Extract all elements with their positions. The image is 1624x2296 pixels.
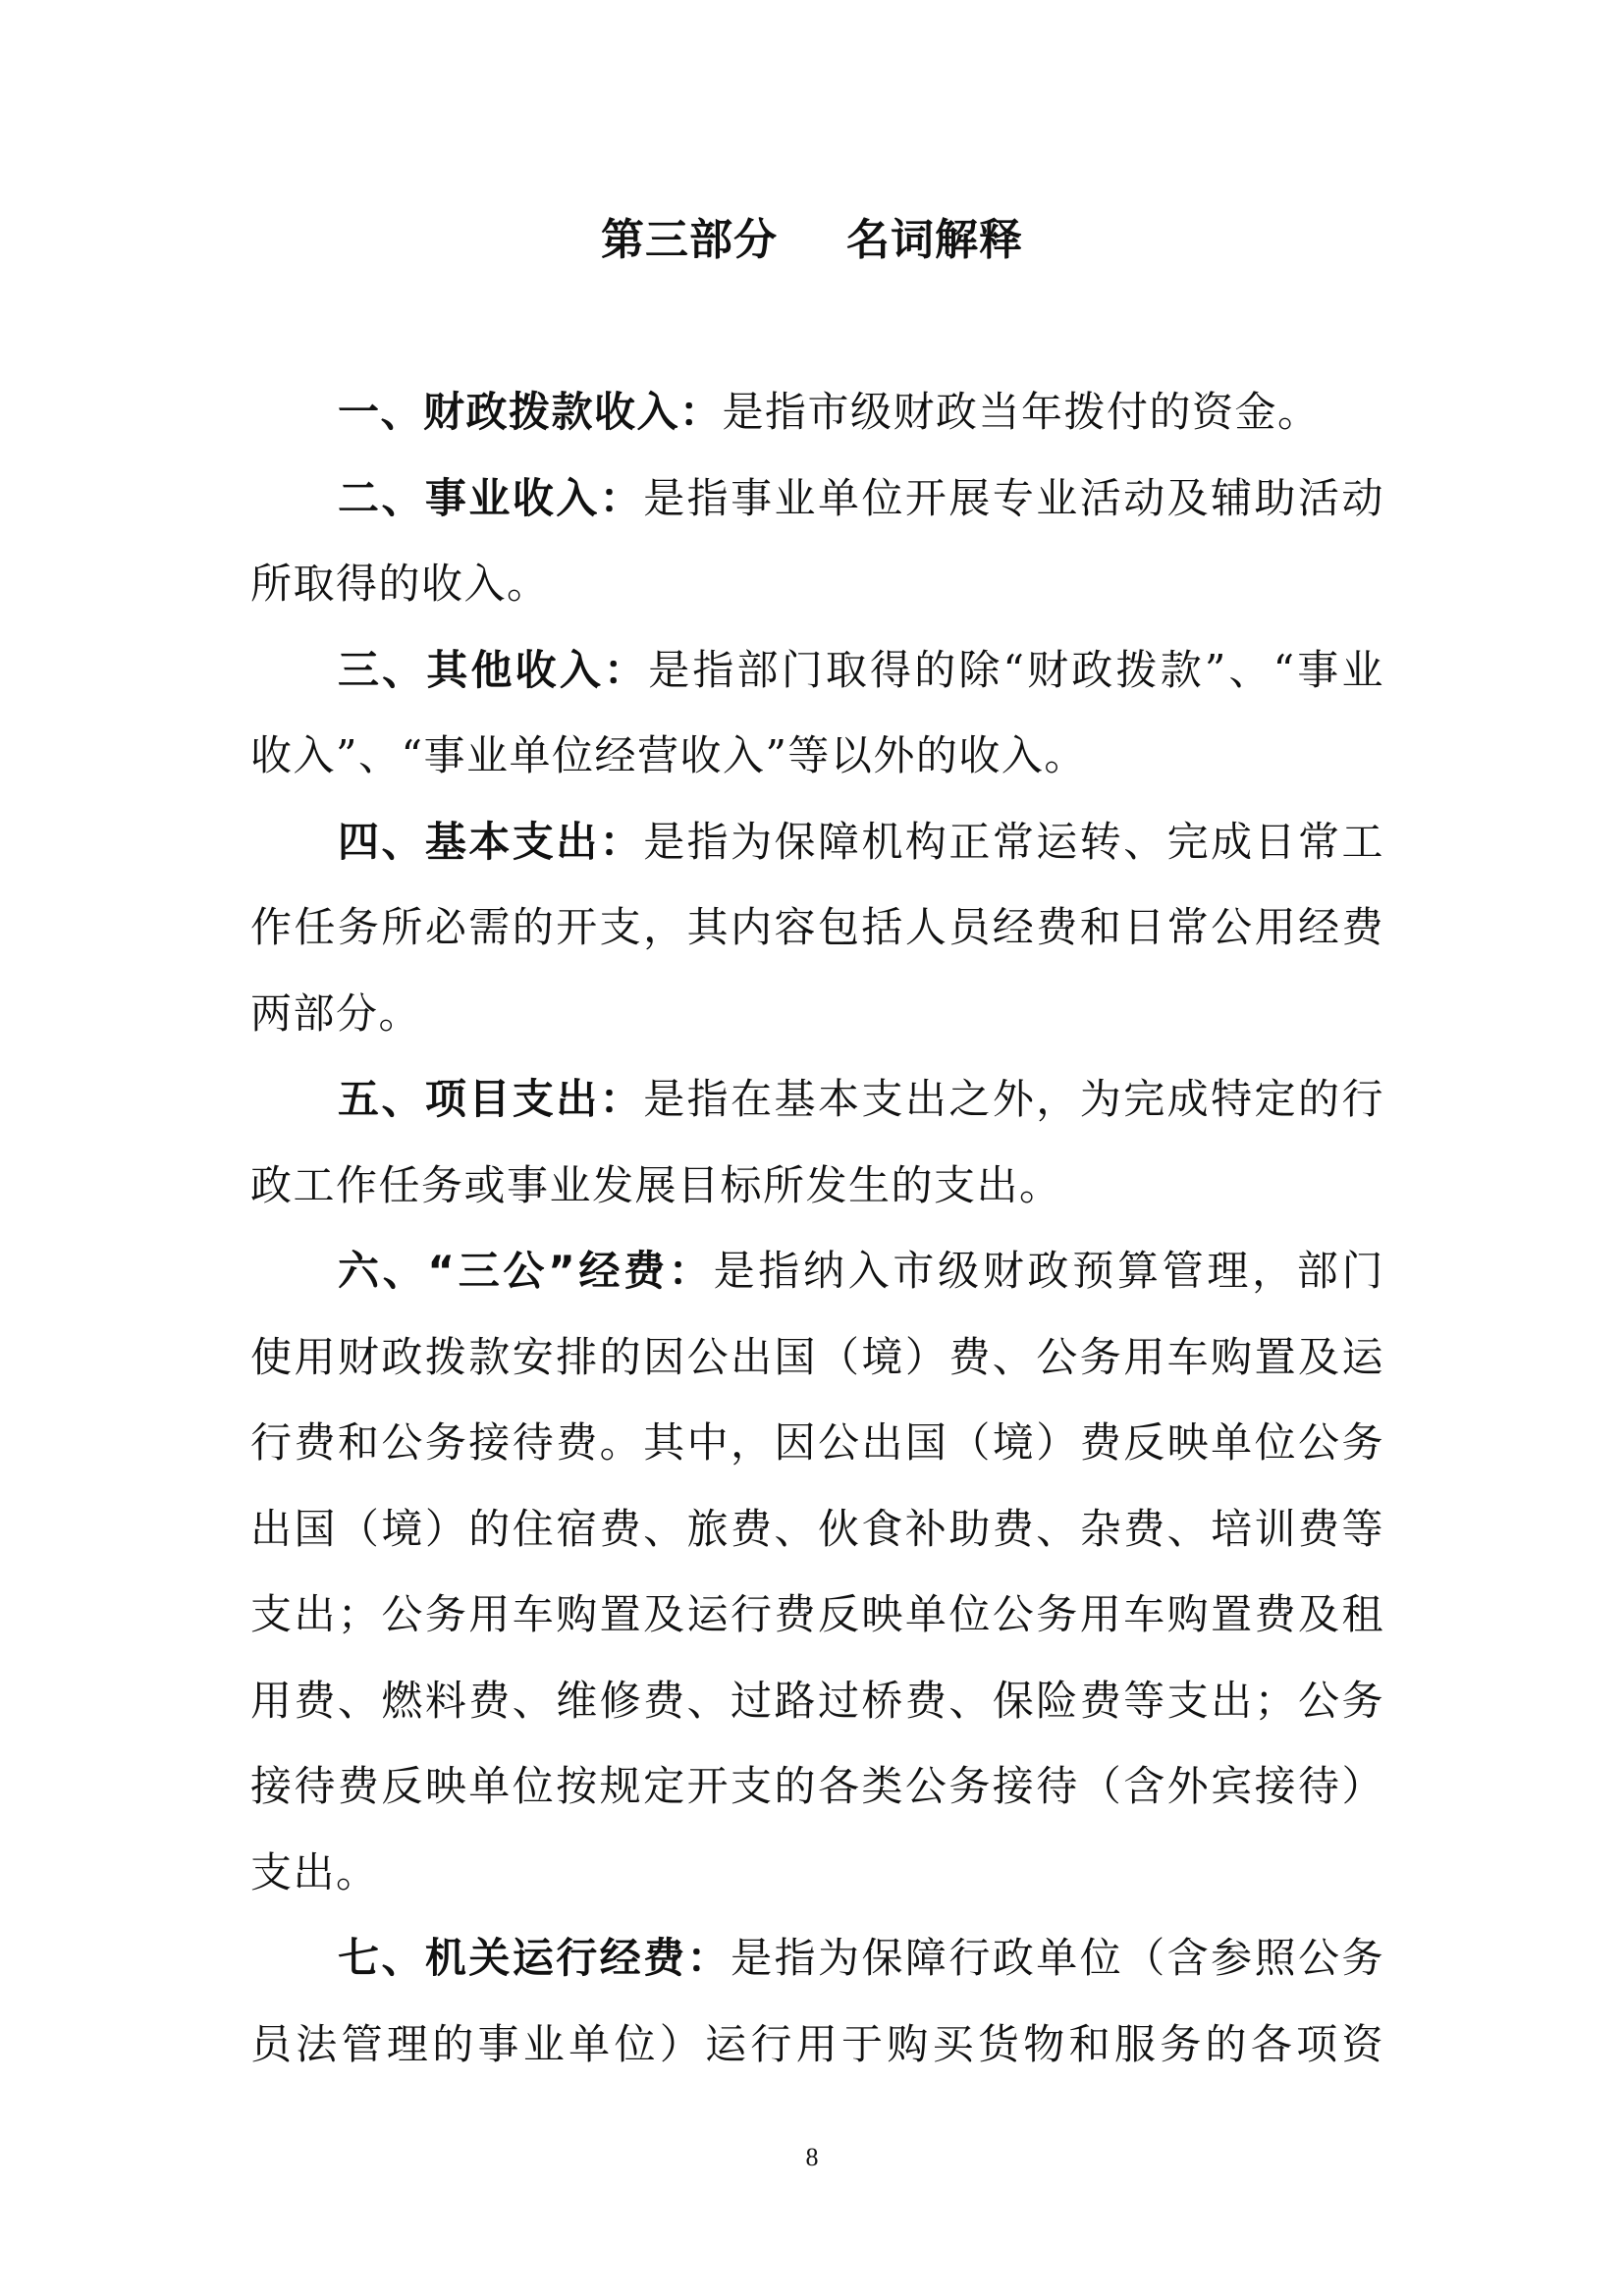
paragraph-6-line-7: 接待费反映单位按规定开支的各类公务接待（含外宾接待） [250,1762,1384,1810]
title-part: 第三部分 [601,215,778,265]
definition-text: 是指为保障行政单位（含参照公务 [731,1934,1384,1982]
body-text [250,369,1384,2087]
paragraph-4-line-3: 两部分。 [250,988,422,1038]
definition-text: 是指部门取得的除“财政拨款”、“事业 [648,645,1384,694]
definition-text: 是指市级财政当年拨付的资金。 [722,388,1321,436]
paragraph-5-line-1 [250,1056,1384,1143]
term-heading: 六、“三公”经费： [338,1247,714,1295]
definition-text: 是指事业单位开展专业活动及辅助活动 [643,473,1384,522]
paragraph-6-line-4: 出国（境）的住宿费、旅费、伙食补助费、杂费、培训费等 [250,1504,1384,1553]
paragraph-6-line-1 [250,1228,1384,1314]
paragraph-7-line-2: 员法管理的事业单位）运行用于购买货物和服务的各项资 [250,2019,1384,2068]
paragraph-6-line-8: 支出。 [250,1847,379,1896]
paragraph-2-line-2: 所取得的收入。 [250,560,550,608]
paragraph-4-line-2: 作任务所必需的开支，其内容包括人员经费和日常公用经费 [250,903,1384,951]
term-heading: 二、事业收入： [338,473,644,522]
paragraph-3-line-2: 收入”、“事业单位经营收入”等以外的收入。 [250,731,1087,779]
definition-text: 是指在基本支出之外，为完成特定的行 [643,1075,1384,1123]
term-heading: 一、财政拨款收入： [338,388,723,436]
page-title [0,214,1624,267]
paragraph-5-line-2: 政工作任务或事业发展目标所发生的支出。 [250,1160,1062,1209]
term-heading: 四、基本支出： [338,817,644,866]
title-name: 名词解释 [846,215,1023,265]
term-heading: 五、项目支出： [338,1075,644,1123]
definition-text: 是指为保障机构正常运转、完成日常工 [643,817,1384,866]
term-heading: 七、机关运行经费： [338,1934,731,1982]
paragraph-3-line-1 [250,627,1384,714]
paragraph-1-line-1 [250,369,1384,455]
paragraph-6-line-6: 用费、燃料费、维修费、过路过桥费、保险费等支出；公务 [250,1676,1384,1725]
paragraph-7-line-1 [250,1915,1384,2002]
paragraph-6-line-3: 行费和公务接待费。其中，因公出国（境）费反映单位公务 [250,1418,1384,1467]
paragraph-6-line-2: 使用财政拨款安排的因公出国（境）费、公务用车购置及运 [250,1332,1384,1381]
paragraph-2-line-1 [250,455,1384,542]
definition-text: 是指纳入市级财政预算管理，部门 [713,1247,1384,1295]
page-number: 8 [805,2143,819,2171]
paragraph-4-line-1 [250,799,1384,885]
term-heading: 三、其他收入： [338,645,649,694]
paragraph-6-line-5: 支出；公务用车购置及运行费反映单位公务用车购置费及租 [250,1590,1384,1638]
